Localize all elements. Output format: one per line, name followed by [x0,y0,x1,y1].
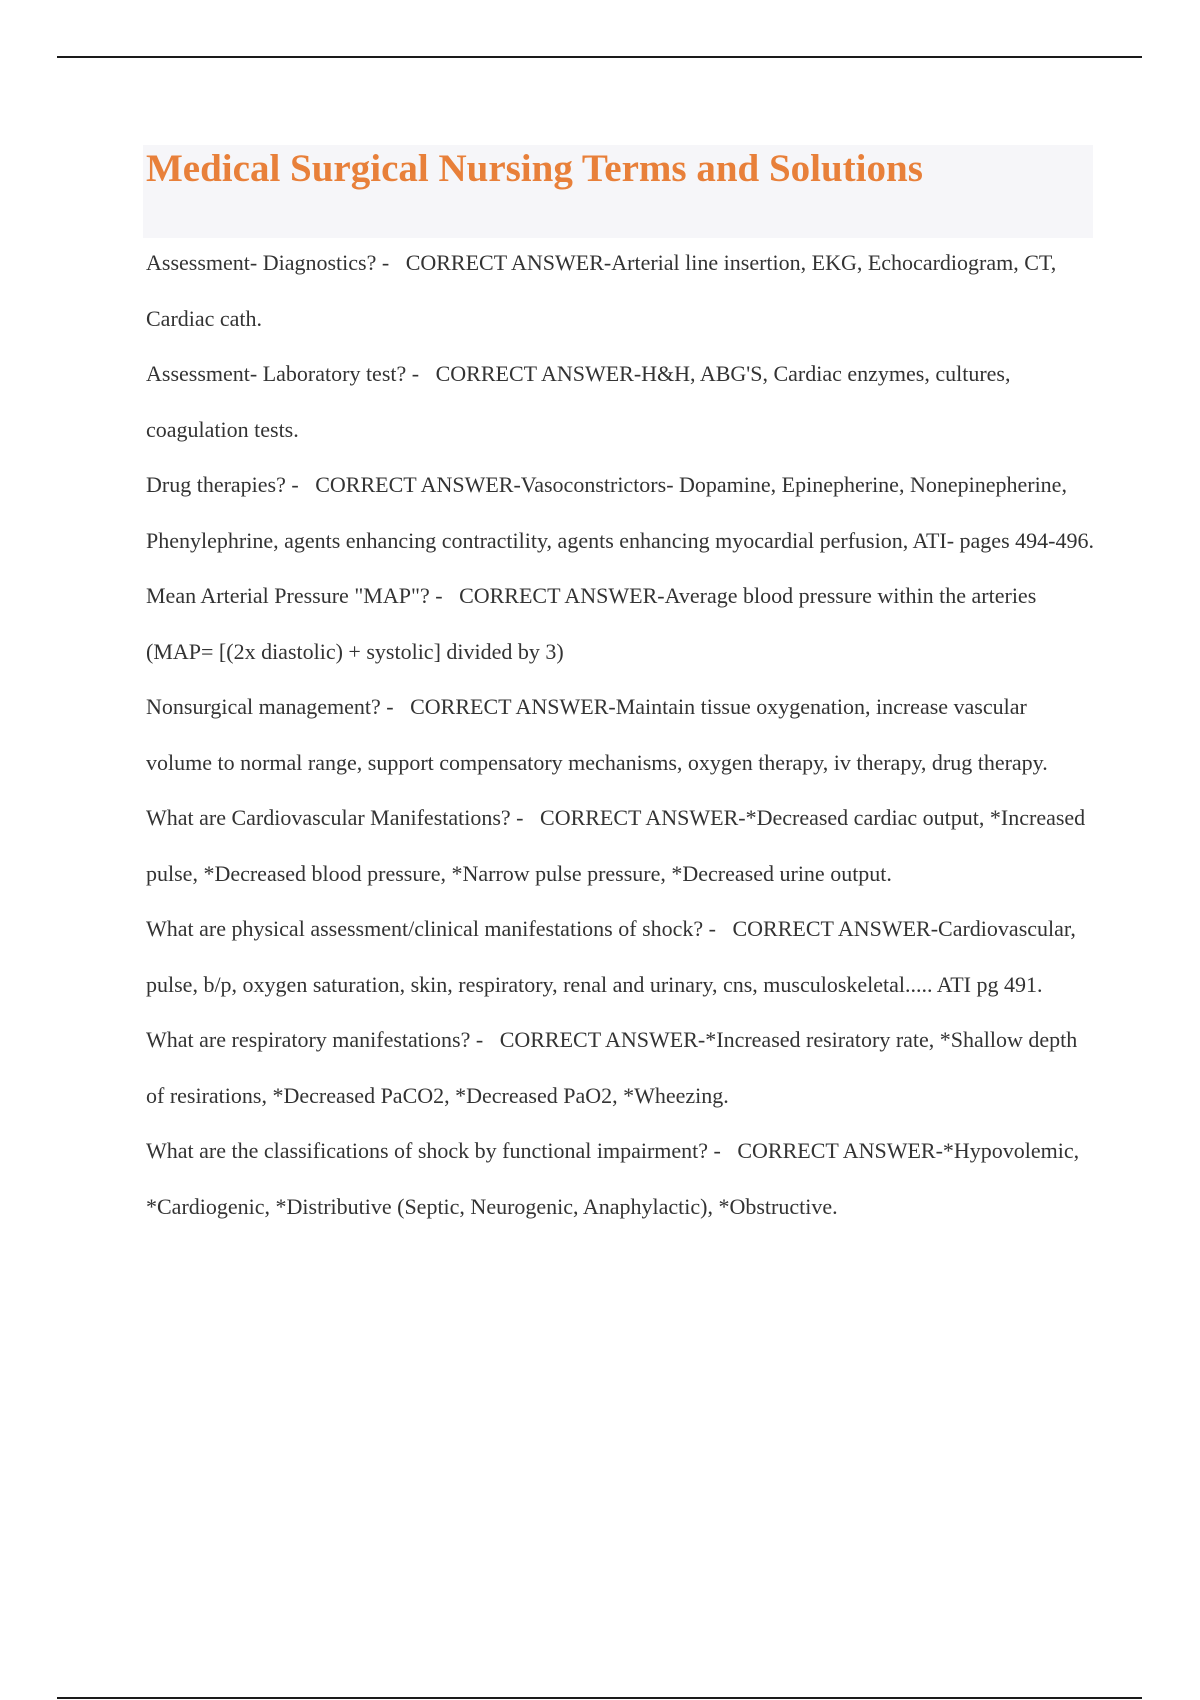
qa-answer: CORRECT ANSWER-Maintain tissue oxygenation, increase vascular volume to normal range, support compensatory mechanisms, oxygen therapy, iv therapy, drug therapy. [146,694,1048,775]
qa-answer: CORRECT ANSWER-H&H, ABG'S, Cardiac enzymes, cultures, coagulation tests. [146,361,1011,442]
qa-item-cardiovascular-manifestations [146,790,1096,901]
qa-question: What are physical assessment/clinical manifestations of shock? - [146,916,716,941]
qa-item-nonsurgical-management [146,679,1096,790]
qa-item-physical-assessment [146,901,1096,1012]
qa-question: Assessment- Laboratory test? - [146,361,420,386]
qa-item-drug-therapies [146,457,1096,568]
qa-answer: CORRECT ANSWER-Average blood pressure within the arteries (MAP= [(2x diastolic) + systolic] divided by 3) [146,583,1037,664]
qa-answer: CORRECT ANSWER-Cardiovascular, pulse, b/p, oxygen saturation, skin, respiratory, renal and urinary, cns, musculoskeletal..... ATI pg 491. [146,916,1076,997]
qa-question: What are Cardiovascular Manifestations? - [146,805,524,830]
qa-item-shock-classifications [146,1123,1096,1234]
qa-question: What are the classifications of shock by functional impairment? - [146,1138,721,1163]
qa-item-respiratory-manifestations [146,1012,1096,1123]
qa-item-diagnostics [146,235,1096,346]
qa-answer: CORRECT ANSWER-*Hypovolemic, *Cardiogenic, *Distributive (Septic, Neurogenic, Anaphylactic), *Obstructive. [146,1138,1080,1219]
qa-question: Nonsurgical management? - [146,694,394,719]
qa-answer: CORRECT ANSWER-Arterial line insertion, EKG, Echocardiogram, CT, Cardiac cath. [146,250,1057,331]
qa-question: Mean Arterial Pressure "MAP"? - [146,583,443,608]
top-rule [57,56,1142,58]
qa-item-laboratory-test [146,346,1096,457]
qa-question: Assessment- Diagnostics? - [146,250,390,275]
qa-answer: CORRECT ANSWER-Vasoconstrictors- Dopamine, Epinepherine, Nonepinepherine, Phenylephrine, agents enhancing contractility, agents enhancing myocardial perfusion, ATI- pages 494-496. [146,472,1094,553]
qa-list [146,235,1096,1234]
qa-item-mean-arterial-pressure [146,568,1096,679]
qa-question: Drug therapies? - [146,472,299,497]
document-title: Medical Surgical Nursing Terms and Solutions [146,147,923,190]
qa-answer: CORRECT ANSWER-*Increased resiratory rate, *Shallow depth of resirations, *Decreased PaCO2, *Decreased PaO2, *Wheezing. [146,1027,1078,1108]
qa-answer: CORRECT ANSWER-*Decreased cardiac output, *Increased pulse, *Decreased blood pressure, *Narrow pulse pressure, *Decreased urine output. [146,805,1086,886]
qa-question: What are respiratory manifestations? - [146,1027,484,1052]
bottom-rule [57,1697,1142,1699]
